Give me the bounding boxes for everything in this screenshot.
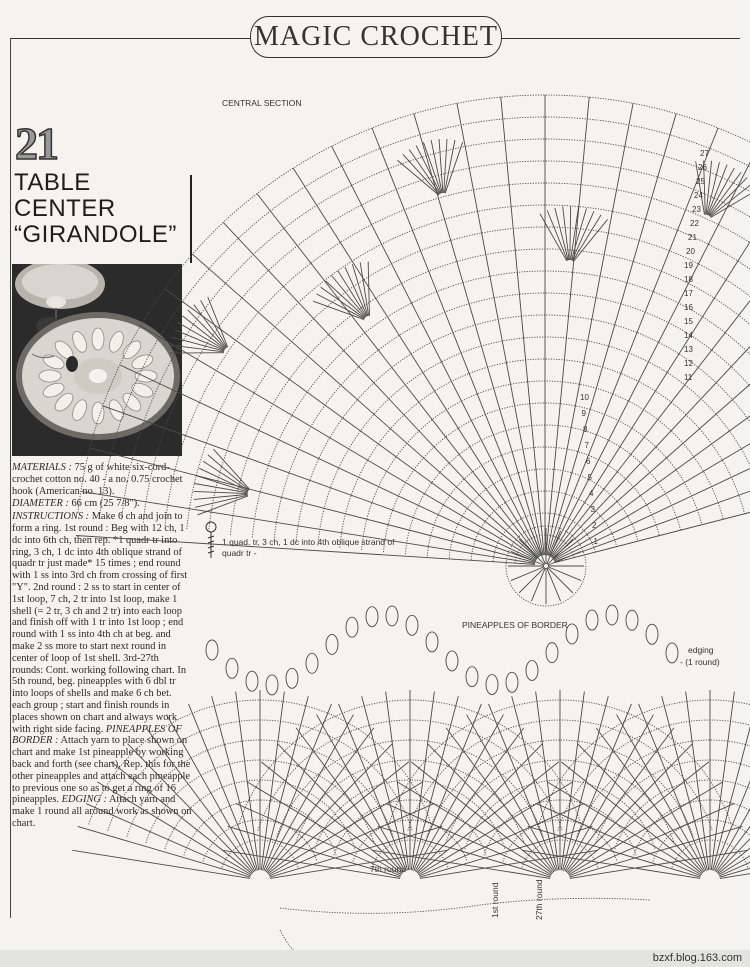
materials-label: MATERIALS :: [12, 462, 72, 473]
materials-text: 75 g of white six-cord-crochet cotton no. 40 - a no. 0.75 crochet hook (American no. 13).: [12, 462, 183, 497]
chart-center-ring: [531, 568, 545, 601]
chart-round-arc: [274, 293, 750, 540]
pattern-number: 21: [15, 118, 57, 169]
chart-stitch-ray: [555, 448, 750, 562]
chart-stitch-ray: [192, 254, 537, 558]
chart-pineapple-fan: [208, 455, 249, 490]
edging-loop: [466, 667, 478, 687]
edging-loop: [446, 651, 458, 671]
border-pineapple-ray: [146, 728, 254, 872]
round-number: 24: [694, 191, 703, 200]
pineapples-label: PINEAPPLES OF BORDER :: [12, 723, 182, 747]
chart-center-ring: [511, 567, 544, 581]
border-section-label: PINEAPPLES OF BORDER: [462, 620, 568, 630]
round-number: 27: [700, 149, 709, 158]
border-pineapple-ray: [416, 728, 524, 872]
chart-stitch-ray: [457, 103, 543, 555]
round-number: 12: [684, 359, 693, 368]
twenty-seventh-round-label: 27th round: [534, 879, 544, 920]
edging-loop: [666, 643, 678, 663]
chart-stitch-ray: [257, 194, 539, 557]
chart-stitch-ray: [332, 146, 541, 556]
edging-loop: [486, 675, 498, 695]
chart-stitch-ray: [372, 128, 541, 556]
round-number: 6: [586, 457, 591, 466]
border-pineapple-ray: [266, 728, 374, 872]
title-line-3: “GIRANDOLE”: [14, 221, 177, 248]
round-number: 13: [684, 345, 693, 354]
edging-text: Attach yarn and make 1 round all around work as shown on chart.: [12, 794, 192, 829]
edging-loop: [206, 640, 218, 660]
chart-pineapple-fan: [573, 219, 607, 261]
edging-label: edging: [688, 645, 714, 655]
legend-text: 1 quad. tr, 3 ch, 1 dc into 4th oblique strand of quadr tr -: [222, 537, 395, 558]
chart-stitch-ray: [76, 535, 535, 564]
border-pineapple-ray: [717, 744, 750, 873]
edging-loop: [266, 675, 278, 695]
edging-sub-label: - (1 round): [680, 657, 720, 667]
round-number: 20: [686, 247, 695, 256]
chart-pineapple-fan: [403, 154, 439, 194]
instructions-label: INSTRUCTIONS :: [12, 511, 90, 523]
chart-pineapple-fan: [439, 139, 443, 193]
chart-pineapple-fan: [423, 142, 441, 193]
chart-round-arc: [230, 249, 750, 535]
chart-round-arc: [427, 447, 659, 556]
chart-center-ring: [548, 567, 581, 581]
round-number: 17: [684, 289, 693, 298]
edging-loop: [566, 624, 578, 644]
chart-pineapple-fan: [570, 206, 571, 260]
round-number: 22: [690, 219, 699, 228]
chart-round-arc: [405, 425, 680, 554]
round-number: 3: [590, 505, 595, 514]
chart-stitch-ray: [81, 491, 535, 563]
diameter-text: 66 cm (25 7/8").: [71, 498, 140, 510]
first-round-label: 1st round: [490, 882, 500, 918]
chart-pineapple-fan: [710, 177, 748, 216]
chart-center-ring: [519, 567, 544, 592]
chart-round-arc: [252, 271, 750, 538]
chart-pineapple-fan: [409, 149, 440, 193]
chart-stitch-ray: [550, 146, 750, 556]
chart-center-ring: [547, 567, 572, 592]
chart-pineapple-fan: [711, 190, 750, 218]
seventh-round-label: 7th round: [370, 864, 406, 874]
chart-stitch-ray: [103, 406, 536, 562]
edging-sub-text: (1 round): [685, 657, 720, 667]
round-number: 1: [593, 537, 598, 546]
edging-loop: [326, 634, 338, 654]
edging-loop: [426, 632, 438, 652]
chart-round-arc: [362, 381, 724, 550]
edging-loop: [246, 671, 258, 691]
chart-pineapple-fan: [313, 301, 364, 319]
chart-stitch-ray: [120, 365, 536, 561]
round-number: 25: [696, 177, 705, 186]
round-number: 15: [684, 317, 693, 326]
edging-loop: [226, 658, 238, 678]
round-number: 4: [589, 489, 594, 498]
title-line-1: TABLE: [14, 169, 91, 196]
chart-round-arc: [165, 183, 750, 526]
round-number: 14: [684, 331, 693, 340]
round-number: 10: [580, 393, 589, 402]
border-round-arc: [653, 820, 750, 861]
title-line-2: CENTER: [14, 195, 116, 222]
border-pineapple-ray: [566, 728, 674, 872]
round-number: 11: [684, 373, 693, 382]
edging-loop: [306, 653, 318, 673]
edging-loop: [406, 615, 418, 635]
edging-loop: [366, 607, 378, 627]
chart-center-ring: [547, 568, 561, 601]
chart-round-arc: [187, 205, 750, 529]
border-base-chain: [280, 898, 650, 913]
round-number: 19: [684, 261, 693, 270]
footer-url: bzxf.blog.163.com: [652, 952, 742, 964]
edging-loop: [626, 610, 638, 630]
edging-loop: [526, 660, 538, 680]
magazine-title: MAGIC CROCHET: [250, 16, 502, 58]
edging-label: EDGING :: [61, 794, 107, 806]
chart-pineapple-fan: [445, 142, 462, 193]
footer-bar: [0, 950, 750, 967]
edging-loop: [386, 606, 398, 626]
round-number: 18: [684, 275, 693, 284]
round-number: 7: [584, 441, 589, 450]
round-number: 5: [587, 473, 592, 482]
round-number: 9: [581, 409, 586, 418]
edging-loop: [346, 617, 358, 637]
edging-loop: [506, 672, 518, 692]
round-number: 26: [698, 163, 707, 172]
chart-stitch-ray: [547, 103, 633, 555]
edging-loop: [606, 605, 618, 625]
chart-round-arc: [340, 359, 745, 548]
round-number: 8: [583, 425, 588, 434]
instructions-text: Make 6 ch and join to form a ring. 1st round : Beg with 12 ch, 1 dc into 6th ch, then rep. *1 quadr tr into ring, 3 ch, 1 dc into 4th oblique strand of quadr tr just made* 15 times ; end round with 1 ss into 3rd ch from crossing of first "Y". 2nd round : 2 ss to start in center of 1st loop, 7 ch, 2 tr into 1st loop, make 1 shell (= 2 tr, 3 ch and 2 tr) into each loop and finish off with 1 tr into 1st loop ; end round with 1 ss into 4th ch at beg. and make 2 ss more to start next round in center of loop of 1st shell. 3rd-27th rounds: Cont. working following chart. In 5th round, beg. pineapples with 6 dbl tr into loops of shells and make 6 ch bet. each group ; start and finish rounds in places shown on chart and always work with right side facing.: [12, 511, 188, 735]
chart-pineapple-fan: [360, 262, 368, 315]
edging-loop: [546, 643, 558, 663]
edging-loop: [286, 668, 298, 688]
chart-stitch-ray: [223, 222, 538, 557]
round-number: 16: [684, 303, 693, 312]
chart-round-arc: [384, 403, 702, 552]
round-number: 23: [692, 205, 701, 214]
border-pineapple-ray: [128, 744, 253, 873]
chart-stitch-ray: [549, 128, 718, 556]
chart-round-arc: [121, 139, 750, 519]
chart-stitch-ray: [90, 448, 536, 562]
chart-round-arc: [100, 117, 750, 516]
diameter-label: DIAMETER :: [12, 498, 69, 510]
chart-stitch-ray: [293, 168, 539, 556]
round-number: 2: [592, 521, 597, 530]
edging-loop: [586, 610, 598, 630]
central-section-label: CENTRAL SECTION: [222, 98, 302, 108]
edging-loop: [646, 624, 658, 644]
pineapples-text: Attach yarn to place shown on chart and make 1st pineapple by working back and forth (see chart). Rep. this for the other pineapples and attach each pineapple to previous one so as to get a ring of 16 pineapples.: [12, 735, 191, 806]
round-number: 21: [688, 233, 697, 242]
